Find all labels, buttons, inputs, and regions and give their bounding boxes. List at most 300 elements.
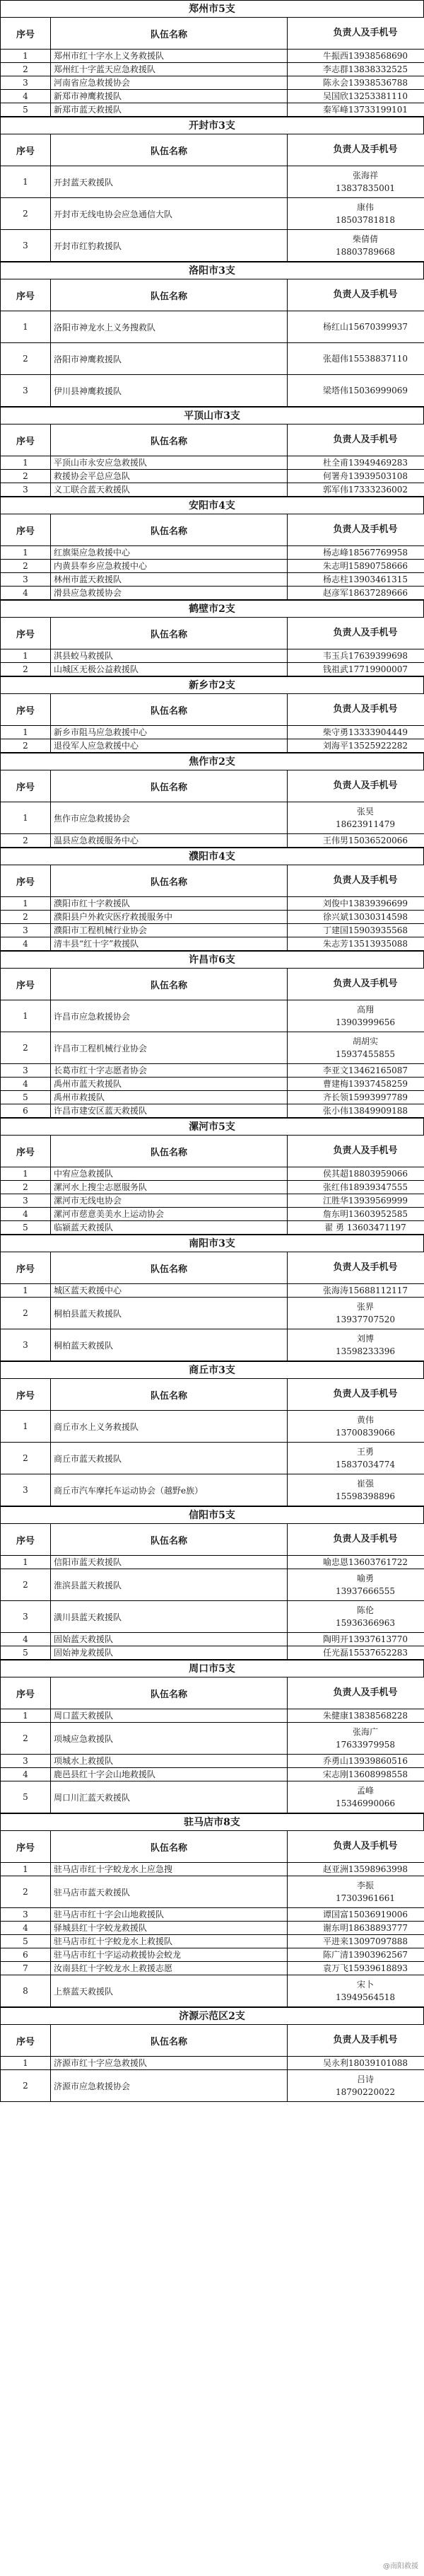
row-contact: 袁万飞15939618893 bbox=[288, 1962, 424, 1975]
row-team: 驻马店市红十字运动救援协会蛟龙 bbox=[51, 1948, 288, 1962]
row-contact bbox=[288, 1474, 424, 1506]
row-team: 伊川县神鹰救援队 bbox=[51, 375, 288, 407]
row-no: 1 bbox=[1, 2057, 51, 2070]
contact-name: 张海祥 bbox=[352, 171, 378, 180]
row-team: 潢川县蓝天救援队 bbox=[51, 1601, 288, 1633]
section-title: 商丘市3支 bbox=[0, 1361, 424, 1378]
row-team: 开封市红豹救援队 bbox=[51, 230, 288, 262]
row-contact: 杨志峰18567769958 bbox=[288, 546, 424, 560]
table-row bbox=[1, 470, 424, 483]
row-no: 3 bbox=[1, 230, 51, 262]
table-row bbox=[1, 546, 424, 560]
table-row bbox=[1, 1948, 424, 1962]
row-team: 项城应急救援队 bbox=[51, 1723, 288, 1755]
row-team: 商丘市蓝天救援队 bbox=[51, 1443, 288, 1474]
contact-name: 康伟 bbox=[356, 202, 374, 212]
row-team: 项城水上救援队 bbox=[51, 1755, 288, 1768]
row-team: 平顶山市永安应急救援队 bbox=[51, 456, 288, 470]
contact-phone: 18803789668 bbox=[336, 247, 395, 257]
table-row bbox=[1, 560, 424, 573]
row-no: 3 bbox=[1, 1064, 51, 1078]
row-contact: 任光磊15537652283 bbox=[288, 1646, 424, 1660]
table-row bbox=[1, 1329, 424, 1361]
row-contact: 刘海平13525922282 bbox=[288, 739, 424, 753]
table-row bbox=[1, 1709, 424, 1723]
table-row bbox=[1, 2070, 424, 2102]
table-row bbox=[1, 802, 424, 834]
header-team: 队伍名称 bbox=[51, 969, 288, 1000]
table-row bbox=[1, 1646, 424, 1660]
contact-name: 刘博 bbox=[356, 1334, 374, 1344]
header-no: 序号 bbox=[1, 18, 51, 50]
row-contact: 张海涛15688112117 bbox=[288, 1284, 424, 1298]
row-no: 4 bbox=[1, 1768, 51, 1781]
row-no: 2 bbox=[1, 1181, 51, 1194]
header-row bbox=[1, 1677, 424, 1709]
header-contact: 负责人及手机号 bbox=[288, 1677, 424, 1709]
row-team: 河南省应急救援协会 bbox=[51, 76, 288, 90]
table-row bbox=[1, 1633, 424, 1646]
row-team: 商丘市汽车摩托车运动协会（越野e族） bbox=[51, 1474, 288, 1506]
contact-name: 张海广 bbox=[352, 1727, 378, 1737]
contact-phone: 15346990066 bbox=[336, 1798, 395, 1808]
row-no: 2 bbox=[1, 198, 51, 230]
row-team: 滑县应急救援协会 bbox=[51, 587, 288, 600]
row-no: 1 bbox=[1, 1167, 51, 1181]
header-contact: 负责人及手机号 bbox=[288, 424, 424, 456]
row-team: 淇县蛟马救援队 bbox=[51, 649, 288, 663]
row-no: 1 bbox=[1, 1000, 51, 1032]
city-section bbox=[0, 951, 424, 1118]
contact-name: 吕诗 bbox=[356, 2074, 374, 2084]
header-no: 序号 bbox=[1, 1252, 51, 1284]
row-team: 红旗渠应急救援中心 bbox=[51, 546, 288, 560]
row-no: 4 bbox=[1, 587, 51, 600]
row-contact: 柴守勇13333904449 bbox=[288, 726, 424, 739]
table-row bbox=[1, 1962, 424, 1975]
table-row bbox=[1, 1194, 424, 1208]
header-team: 队伍名称 bbox=[51, 1252, 288, 1284]
contact-phone: 13598233396 bbox=[336, 1346, 395, 1356]
table-row bbox=[1, 90, 424, 103]
table-row bbox=[1, 375, 424, 407]
row-team: 内黄县奉乡应急救援中心 bbox=[51, 560, 288, 573]
header-no: 序号 bbox=[1, 424, 51, 456]
row-no: 1 bbox=[1, 897, 51, 911]
row-no: 4 bbox=[1, 937, 51, 951]
table-row bbox=[1, 166, 424, 198]
row-contact: 李志群13838332525 bbox=[288, 63, 424, 76]
row-no: 7 bbox=[1, 1962, 51, 1975]
contact-phone: 18790220022 bbox=[336, 2087, 395, 2097]
header-team: 队伍名称 bbox=[51, 865, 288, 897]
city-section bbox=[0, 117, 424, 262]
city-section bbox=[0, 407, 424, 497]
section-title: 洛阳市3支 bbox=[0, 262, 424, 279]
section-title: 济源示范区2支 bbox=[0, 2007, 424, 2024]
row-contact bbox=[288, 1000, 424, 1032]
city-section bbox=[0, 1813, 424, 2007]
table-row bbox=[1, 1167, 424, 1181]
header-team: 队伍名称 bbox=[51, 134, 288, 166]
section-title: 焦作市2支 bbox=[0, 753, 424, 770]
row-contact bbox=[288, 1569, 424, 1601]
row-contact bbox=[288, 1975, 424, 2007]
row-no: 3 bbox=[1, 1601, 51, 1633]
table-row bbox=[1, 1935, 424, 1948]
table-row bbox=[1, 937, 424, 951]
row-no: 5 bbox=[1, 1091, 51, 1104]
row-team: 退役军人应急救援中心 bbox=[51, 739, 288, 753]
row-no: 2 bbox=[1, 1723, 51, 1755]
section-title: 濮阳市4支 bbox=[0, 848, 424, 865]
row-team: 许昌市建安区蓝天救援队 bbox=[51, 1104, 288, 1118]
city-section bbox=[0, 1506, 424, 1660]
table-row bbox=[1, 1104, 424, 1118]
city-section bbox=[0, 848, 424, 951]
section-title: 驻马店市8支 bbox=[0, 1813, 424, 1830]
header-no: 序号 bbox=[1, 1524, 51, 1556]
table-row bbox=[1, 1723, 424, 1755]
table-row bbox=[1, 649, 424, 663]
row-team: 临颍蓝天救援队 bbox=[51, 1221, 288, 1235]
table-row bbox=[1, 230, 424, 262]
contact-phone: 15937455855 bbox=[336, 1049, 395, 1059]
header-row bbox=[1, 694, 424, 726]
table-row bbox=[1, 1443, 424, 1474]
table-row bbox=[1, 1411, 424, 1443]
table-row bbox=[1, 1768, 424, 1781]
row-contact: 陶明开13937613770 bbox=[288, 1633, 424, 1646]
row-team: 禹州市蓝天救援队 bbox=[51, 1078, 288, 1091]
row-no: 2 bbox=[1, 911, 51, 924]
row-team: 济源市应急救援协会 bbox=[51, 2070, 288, 2102]
row-no: 5 bbox=[1, 103, 51, 117]
header-contact: 负责人及手机号 bbox=[288, 1252, 424, 1284]
row-team: 许昌市工程机械行业协会 bbox=[51, 1032, 288, 1064]
table-row bbox=[1, 1208, 424, 1221]
team-table bbox=[0, 1830, 424, 2007]
row-contact: 丁建国15903935568 bbox=[288, 924, 424, 937]
row-team: 城区蓝天救援中心 bbox=[51, 1284, 288, 1298]
header-team: 队伍名称 bbox=[51, 2025, 288, 2057]
row-no: 2 bbox=[1, 1569, 51, 1601]
table-row bbox=[1, 1876, 424, 1908]
city-section bbox=[0, 1660, 424, 1813]
header-team: 队伍名称 bbox=[51, 18, 288, 50]
team-table bbox=[0, 617, 424, 676]
header-team: 队伍名称 bbox=[51, 1379, 288, 1411]
header-contact: 负责人及手机号 bbox=[288, 694, 424, 726]
row-no: 3 bbox=[1, 76, 51, 90]
header-no: 序号 bbox=[1, 1677, 51, 1709]
table-row bbox=[1, 1221, 424, 1235]
table-row bbox=[1, 1474, 424, 1506]
contact-phone: 13700839066 bbox=[336, 1428, 395, 1438]
row-team: 漯河市慈意美美水上运动协会 bbox=[51, 1208, 288, 1221]
city-section bbox=[0, 262, 424, 407]
table-row bbox=[1, 1601, 424, 1633]
city-section bbox=[0, 1118, 424, 1235]
contact-phone: 13837835001 bbox=[336, 183, 395, 193]
team-table bbox=[0, 2024, 424, 2102]
row-no: 3 bbox=[1, 1194, 51, 1208]
row-contact: 谢东明18638893777 bbox=[288, 1922, 424, 1935]
team-table bbox=[0, 865, 424, 951]
header-contact: 负责人及手机号 bbox=[288, 279, 424, 311]
row-contact: 杜全甫13949469283 bbox=[288, 456, 424, 470]
row-contact: 何署舟13939503108 bbox=[288, 470, 424, 483]
row-team: 驻马店市红十字会山地救援队 bbox=[51, 1908, 288, 1922]
table-row bbox=[1, 1863, 424, 1876]
table-row bbox=[1, 456, 424, 470]
watermark: @南阳救援 bbox=[383, 2563, 418, 2570]
row-team: 信阳市蓝天救援队 bbox=[51, 1556, 288, 1569]
row-no: 1 bbox=[1, 1284, 51, 1298]
header-row bbox=[1, 279, 424, 311]
header-team: 队伍名称 bbox=[51, 424, 288, 456]
header-contact: 负责人及手机号 bbox=[288, 618, 424, 649]
row-team: 长葛市红十字志愿者协会 bbox=[51, 1064, 288, 1078]
row-team: 济源市红十字应急救援队 bbox=[51, 2057, 288, 2070]
row-contact: 赵彦军18637289666 bbox=[288, 587, 424, 600]
row-no: 5 bbox=[1, 1781, 51, 1813]
row-contact bbox=[288, 1329, 424, 1361]
row-no: 3 bbox=[1, 375, 51, 407]
row-contact: 杨志柱13903461315 bbox=[288, 573, 424, 587]
header-contact: 负责人及手机号 bbox=[288, 1831, 424, 1863]
row-no: 6 bbox=[1, 1948, 51, 1962]
header-team: 队伍名称 bbox=[51, 1831, 288, 1863]
team-table bbox=[0, 1677, 424, 1813]
header-no: 序号 bbox=[1, 2025, 51, 2057]
city-section bbox=[0, 2007, 424, 2102]
header-row bbox=[1, 618, 424, 649]
row-contact: 詹东明13603952585 bbox=[288, 1208, 424, 1221]
row-contact: 吴国欣13253381110 bbox=[288, 90, 424, 103]
row-no: 1 bbox=[1, 546, 51, 560]
header-row bbox=[1, 1136, 424, 1167]
table-row bbox=[1, 76, 424, 90]
row-contact: 朱志芳13513935088 bbox=[288, 937, 424, 951]
row-team: 固始神龙救援队 bbox=[51, 1646, 288, 1660]
section-title: 信阳市5支 bbox=[0, 1506, 424, 1523]
row-no: 1 bbox=[1, 456, 51, 470]
row-contact: 朱志明15890758666 bbox=[288, 560, 424, 573]
header-row bbox=[1, 134, 424, 166]
row-team: 驻马店市红十字蛟龙水上救援队 bbox=[51, 1935, 288, 1948]
header-row bbox=[1, 18, 424, 50]
row-team: 郑州市红十字水上义务救援队 bbox=[51, 50, 288, 63]
table-row bbox=[1, 663, 424, 676]
table-row bbox=[1, 1078, 424, 1091]
header-team: 队伍名称 bbox=[51, 514, 288, 546]
header-row bbox=[1, 424, 424, 456]
table-row bbox=[1, 726, 424, 739]
table-row bbox=[1, 1298, 424, 1329]
table-row bbox=[1, 198, 424, 230]
row-contact bbox=[288, 1781, 424, 1813]
row-no: 4 bbox=[1, 1208, 51, 1221]
row-no: 1 bbox=[1, 311, 51, 343]
row-team: 周口川汇蓝天救援队 bbox=[51, 1781, 288, 1813]
row-no: 2 bbox=[1, 560, 51, 573]
section-title: 开封市3支 bbox=[0, 117, 424, 134]
header-team: 队伍名称 bbox=[51, 1677, 288, 1709]
row-contact: 乔勇山13939860516 bbox=[288, 1755, 424, 1768]
row-contact: 郭军伟17333236002 bbox=[288, 483, 424, 497]
header-no: 序号 bbox=[1, 1136, 51, 1167]
table-row bbox=[1, 1569, 424, 1601]
table-row bbox=[1, 573, 424, 587]
row-team: 新乡市阻马应急救援中心 bbox=[51, 726, 288, 739]
header-row bbox=[1, 770, 424, 802]
header-no: 序号 bbox=[1, 1379, 51, 1411]
row-contact: 谭国富15036919006 bbox=[288, 1908, 424, 1922]
row-no: 4 bbox=[1, 1922, 51, 1935]
header-no: 序号 bbox=[1, 279, 51, 311]
section-title: 漯河市5支 bbox=[0, 1118, 424, 1135]
row-contact: 宋志刚13608998558 bbox=[288, 1768, 424, 1781]
contact-phone: 13937666555 bbox=[336, 1586, 395, 1596]
row-team: 固始蓝天救援队 bbox=[51, 1633, 288, 1646]
row-team: 桐柏蓝天救援队 bbox=[51, 1329, 288, 1361]
row-no: 4 bbox=[1, 1078, 51, 1091]
row-team: 濮阳市工程机械行业协会 bbox=[51, 924, 288, 937]
table-row bbox=[1, 483, 424, 497]
contact-phone: 15936366963 bbox=[336, 1618, 395, 1628]
header-team: 队伍名称 bbox=[51, 1524, 288, 1556]
row-no: 1 bbox=[1, 726, 51, 739]
header-team: 队伍名称 bbox=[51, 1136, 288, 1167]
contact-phone: 17633979958 bbox=[336, 1740, 395, 1750]
team-table bbox=[0, 1523, 424, 1660]
team-table bbox=[0, 968, 424, 1118]
team-table bbox=[0, 1252, 424, 1361]
header-no: 序号 bbox=[1, 514, 51, 546]
row-no: 2 bbox=[1, 2070, 51, 2102]
row-contact: 梁塔伟15036999069 bbox=[288, 375, 424, 407]
row-team: 淮滨县蓝天救援队 bbox=[51, 1569, 288, 1601]
row-team: 郑州红十字蓝天应急救援队 bbox=[51, 63, 288, 76]
table-row bbox=[1, 1556, 424, 1569]
row-team: 濮阳县户外救灾医疗救援服务中 bbox=[51, 911, 288, 924]
row-contact bbox=[288, 802, 424, 834]
row-contact: 赵亚洲13598963998 bbox=[288, 1863, 424, 1876]
row-team: 山城区无极公益救援队 bbox=[51, 663, 288, 676]
row-team: 开封蓝天救援队 bbox=[51, 166, 288, 198]
row-team: 焦作市应急救援协会 bbox=[51, 802, 288, 834]
city-section bbox=[0, 600, 424, 676]
row-contact: 齐长领15993997789 bbox=[288, 1091, 424, 1104]
header-team: 队伍名称 bbox=[51, 618, 288, 649]
city-section bbox=[0, 753, 424, 848]
table-row bbox=[1, 739, 424, 753]
header-no: 序号 bbox=[1, 134, 51, 166]
row-contact: 徐兴斌13030314598 bbox=[288, 911, 424, 924]
row-contact: 秦军峰13733199101 bbox=[288, 103, 424, 117]
table-row bbox=[1, 1755, 424, 1768]
header-contact: 负责人及手机号 bbox=[288, 969, 424, 1000]
row-no: 3 bbox=[1, 1474, 51, 1506]
section-title: 新乡市2支 bbox=[0, 676, 424, 693]
header-row bbox=[1, 1831, 424, 1863]
row-contact bbox=[288, 1443, 424, 1474]
row-team: 汝南县红十字蛟龙水上救援志愿 bbox=[51, 1962, 288, 1975]
table-row bbox=[1, 2057, 424, 2070]
row-no: 2 bbox=[1, 1298, 51, 1329]
row-contact bbox=[288, 1032, 424, 1064]
row-contact: 吴永利18039101088 bbox=[288, 2057, 424, 2070]
table-row bbox=[1, 343, 424, 375]
section-title: 安阳市4支 bbox=[0, 497, 424, 514]
row-team: 驻马店市蓝天救援队 bbox=[51, 1876, 288, 1908]
table-row bbox=[1, 1064, 424, 1078]
row-contact: 朱健康13838568228 bbox=[288, 1709, 424, 1723]
row-no: 2 bbox=[1, 1032, 51, 1064]
header-row bbox=[1, 1252, 424, 1284]
header-no: 序号 bbox=[1, 694, 51, 726]
row-team: 驿城县红十字蛟龙救援队 bbox=[51, 1922, 288, 1935]
row-contact bbox=[288, 1411, 424, 1443]
row-contact: 韦玉兵17639399698 bbox=[288, 649, 424, 663]
header-contact: 负责人及手机号 bbox=[288, 514, 424, 546]
row-no: 3 bbox=[1, 1329, 51, 1361]
row-no: 3 bbox=[1, 483, 51, 497]
table-row bbox=[1, 1922, 424, 1935]
section-title: 郑州市5支 bbox=[0, 0, 424, 17]
table-row bbox=[1, 924, 424, 937]
table-row bbox=[1, 1000, 424, 1032]
contact-phone: 18623911479 bbox=[336, 819, 395, 829]
row-team: 洛阳市神龙水上义务搜救队 bbox=[51, 311, 288, 343]
row-team: 义工联合蓝天救援队 bbox=[51, 483, 288, 497]
row-contact: 刘俊中13839396699 bbox=[288, 897, 424, 911]
contact-phone: 18503781818 bbox=[336, 215, 395, 225]
row-team: 林州市蓝天救援队 bbox=[51, 573, 288, 587]
row-no: 2 bbox=[1, 834, 51, 848]
table-row bbox=[1, 1091, 424, 1104]
row-team: 禹州市救援队 bbox=[51, 1091, 288, 1104]
row-team: 周口蓝天救援队 bbox=[51, 1709, 288, 1723]
row-no: 1 bbox=[1, 1556, 51, 1569]
table-row bbox=[1, 911, 424, 924]
row-contact: 杨红山15670399937 bbox=[288, 311, 424, 343]
team-table bbox=[0, 17, 424, 117]
table-row bbox=[1, 1032, 424, 1064]
table-row bbox=[1, 103, 424, 117]
row-team: 商丘市水上义务救援队 bbox=[51, 1411, 288, 1443]
row-team: 开封市无线电协会应急通信大队 bbox=[51, 198, 288, 230]
contact-name: 高翔 bbox=[356, 1005, 374, 1015]
table-row bbox=[1, 63, 424, 76]
row-contact: 曹建梅13937458259 bbox=[288, 1078, 424, 1091]
header-no: 序号 bbox=[1, 1831, 51, 1863]
row-no: 4 bbox=[1, 90, 51, 103]
contact-name: 黄伟 bbox=[356, 1415, 374, 1425]
team-table bbox=[0, 1135, 424, 1235]
row-contact: 张超伟15538837110 bbox=[288, 343, 424, 375]
header-no: 序号 bbox=[1, 865, 51, 897]
row-no: 5 bbox=[1, 1935, 51, 1948]
row-no: 3 bbox=[1, 1908, 51, 1922]
header-row bbox=[1, 1379, 424, 1411]
row-no: 6 bbox=[1, 1104, 51, 1118]
section-title: 南阳市3支 bbox=[0, 1235, 424, 1252]
row-contact: 侯其超18803959066 bbox=[288, 1167, 424, 1181]
contact-name: 张昊 bbox=[356, 807, 374, 816]
row-no: 8 bbox=[1, 1975, 51, 2007]
